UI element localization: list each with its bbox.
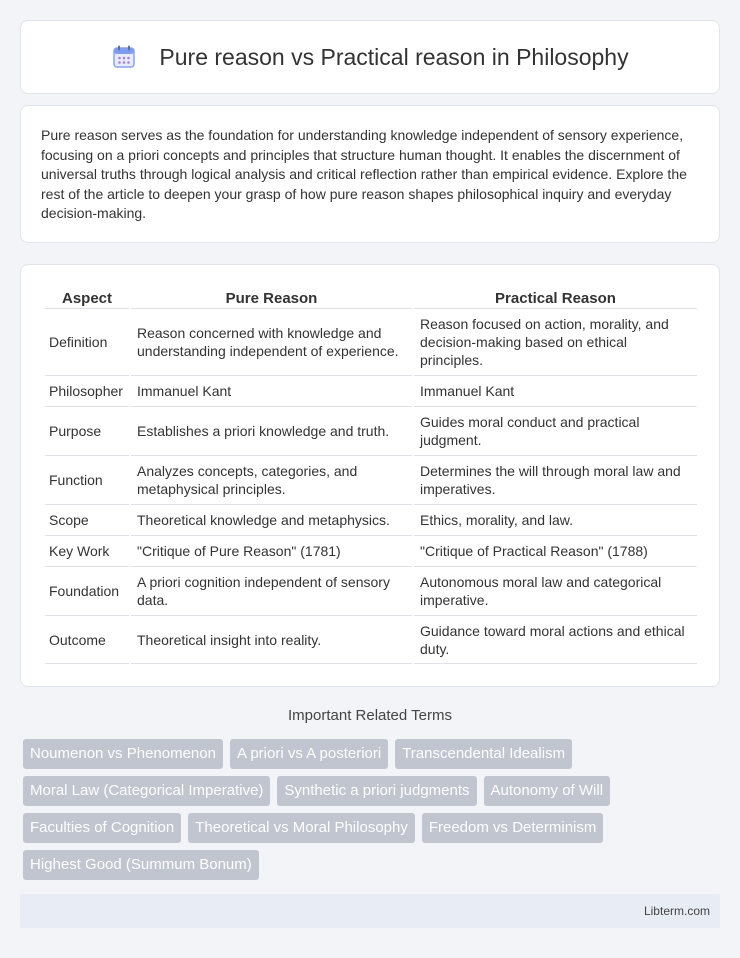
pure-reason-cell: A priori cognition independent of sensory data. (131, 566, 412, 615)
related-term-tag[interactable]: A priori vs A posteriori (230, 739, 388, 769)
related-term-tag[interactable]: Theoretical vs Moral Philosophy (188, 813, 415, 843)
related-term-tag[interactable]: Transcendental Idealism (395, 739, 572, 769)
pure-reason-cell: Establishes a priori knowledge and truth. (131, 406, 412, 455)
pure-reason-cell: "Critique of Pure Reason" (1781) (131, 535, 412, 566)
table-row (45, 504, 697, 535)
practical-reason-cell: Immanuel Kant (414, 375, 697, 406)
table-row (45, 566, 697, 615)
row-aspect-cell: Purpose (45, 406, 129, 455)
pure-reason-cell: Immanuel Kant (131, 375, 412, 406)
table-row (45, 535, 697, 566)
pure-reason-cell: Reason concerned with knowledge and understanding independent of experience. (131, 308, 412, 375)
practical-reason-cell: Reason focused on action, morality, and decision-making based on ethical principles. (414, 308, 697, 375)
row-aspect-cell: Key Work (45, 535, 129, 566)
table-header-row (45, 285, 697, 308)
practical-reason-cell: Ethics, morality, and law. (414, 504, 697, 535)
related-term-tag[interactable]: Faculties of Cognition (23, 813, 181, 843)
column-header-aspect: Aspect (61, 289, 113, 307)
practical-reason-cell: Autonomous moral law and categorical imperative. (414, 566, 697, 615)
table-row (45, 455, 697, 504)
row-aspect-cell: Scope (45, 504, 129, 535)
comparison-table-card (20, 264, 720, 687)
related-term-tag[interactable]: Noumenon vs Phenomenon (23, 739, 223, 769)
table-row (45, 406, 697, 455)
practical-reason-cell: Guides moral conduct and practical judgment. (414, 406, 697, 455)
intro-card (20, 105, 720, 243)
intro-paragraph: Pure reason serves as the foundation for understanding knowledge independent of sensory experience, focusing on a priori concepts and principles that structure human thought. It enables the discernment of universal truths through logical analysis and critical reflection rather than empirical evidence. Explore the rest of the article to deepen your grasp of how pure reason shapes philosophical inquiry and everyday decision-making. (41, 127, 687, 221)
row-aspect-cell: Philosopher (45, 375, 129, 406)
related-terms-heading: Important Related Terms (288, 707, 452, 724)
footer-site-link[interactable]: Libterm.com (643, 904, 710, 918)
calendar-icon (111, 44, 137, 70)
practical-reason-cell: Determines the will through moral law and imperatives. (414, 455, 697, 504)
header-card (20, 20, 720, 94)
table-row (45, 308, 697, 375)
page-title: Pure reason vs Practical reason in Philosophy (159, 43, 629, 70)
row-aspect-cell: Function (45, 455, 129, 504)
comparison-table (43, 285, 699, 664)
pure-reason-cell: Theoretical knowledge and metaphysics. (131, 504, 412, 535)
row-aspect-cell: Definition (45, 308, 129, 375)
related-term-tag[interactable]: Freedom vs Determinism (422, 813, 604, 843)
table-row (45, 375, 697, 406)
practical-reason-cell: Guidance toward moral actions and ethical duty. (414, 615, 697, 664)
row-aspect-cell: Foundation (45, 566, 129, 615)
footer (20, 894, 720, 928)
column-header-practical-reason: Practical Reason (495, 289, 616, 307)
related-terms-list (23, 739, 723, 880)
column-header-pure-reason: Pure Reason (225, 289, 318, 307)
practical-reason-cell: "Critique of Practical Reason" (1788) (414, 535, 697, 566)
related-term-tag[interactable]: Autonomy of Will (484, 776, 611, 806)
related-term-tag[interactable]: Synthetic a priori judgments (277, 776, 476, 806)
table-row (45, 615, 697, 664)
pure-reason-cell: Theoretical insight into reality. (131, 615, 412, 664)
row-aspect-cell: Outcome (45, 615, 129, 664)
related-term-tag[interactable]: Moral Law (Categorical Imperative) (23, 776, 270, 806)
pure-reason-cell: Analyzes concepts, categories, and metaphysical principles. (131, 455, 412, 504)
related-term-tag[interactable]: Highest Good (Summum Bonum) (23, 850, 259, 880)
